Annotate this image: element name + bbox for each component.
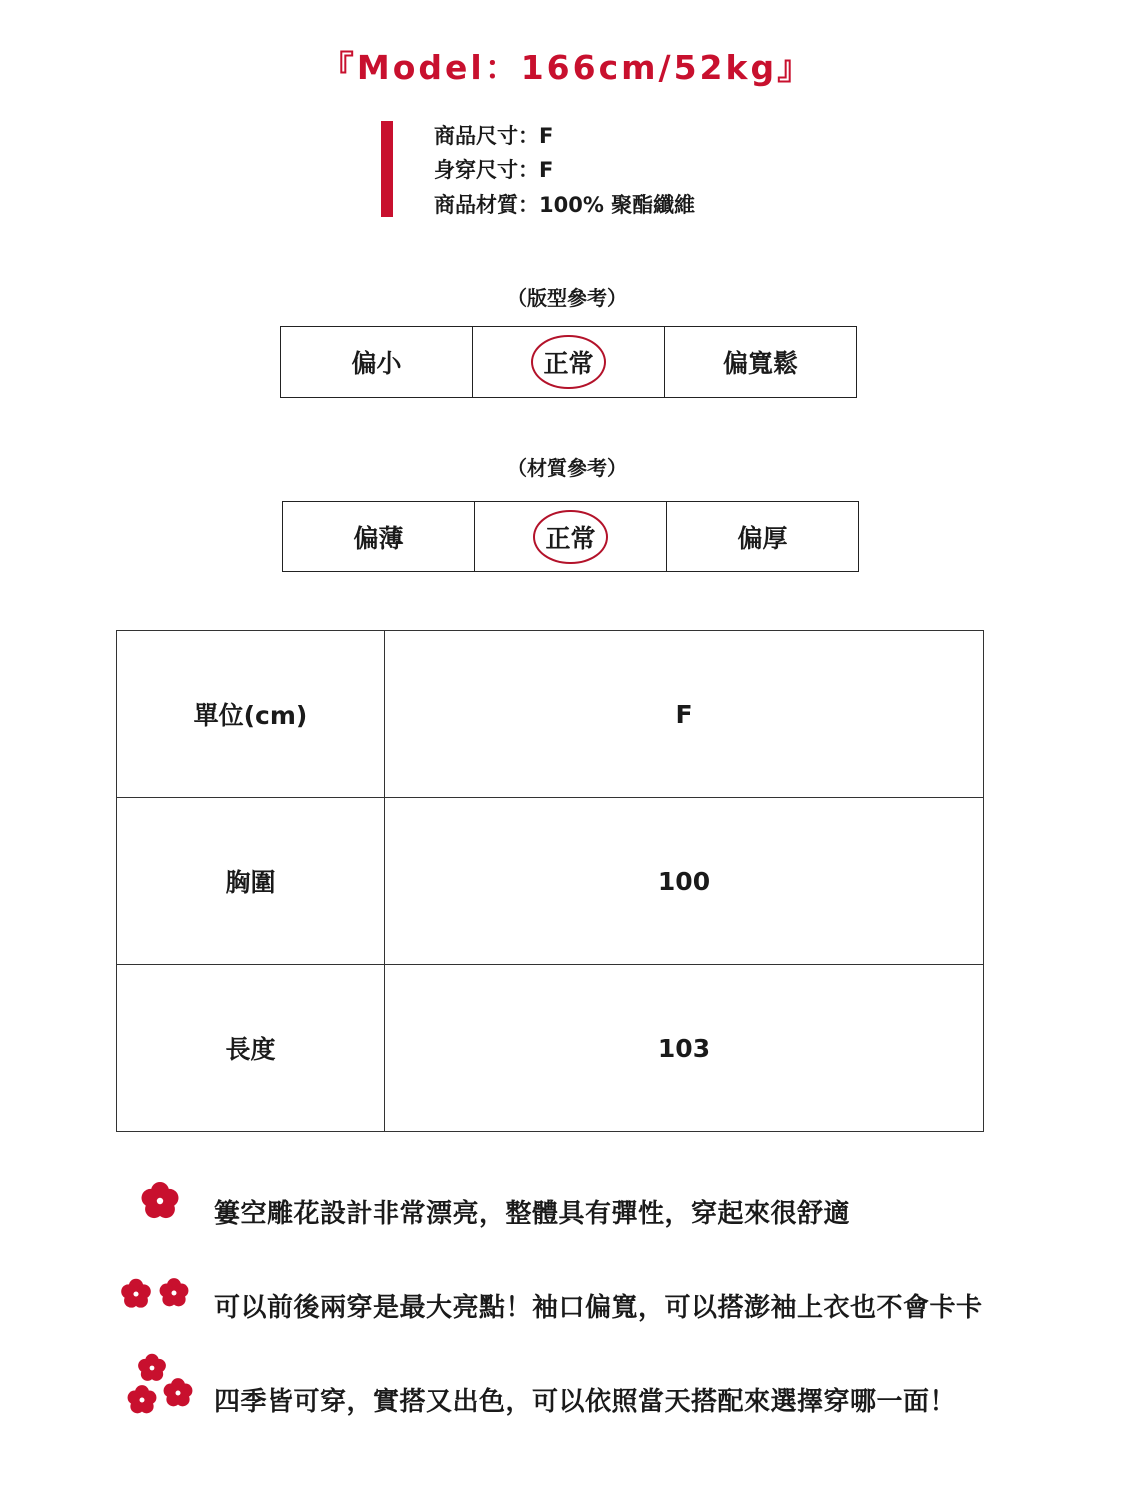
- accent-bar: [381, 121, 393, 217]
- feature-text-3: 四季皆可穿，實搭又出色，可以依照當天搭配來選擇穿哪一面！: [214, 1387, 957, 1417]
- table-row: [117, 965, 984, 1132]
- model-info-title: 『Model：166cm/52kg』: [320, 48, 814, 87]
- table-cell-value: 100: [385, 798, 984, 965]
- table-header-row: [117, 631, 984, 798]
- selected-marker: 正常: [533, 344, 603, 380]
- table-cell-label: 胸圍: [117, 798, 385, 965]
- spec-product-size: 商品尺寸：F: [434, 124, 554, 148]
- selection-circle-icon: [533, 510, 607, 564]
- fit-option-loose: 偏寬鬆: [664, 327, 856, 397]
- spec-material: 商品材質：100% 聚酯纖維: [434, 193, 696, 217]
- spec-wear-size: 身穿尺寸：F: [434, 158, 554, 182]
- table-header-size: F: [385, 631, 984, 798]
- selected-marker: 正常: [535, 519, 605, 555]
- feature-text-2: 可以前後兩穿是最大亮點！袖口偏寬，可以搭澎袖上衣也不會卡卡: [214, 1293, 983, 1323]
- material-caption: （材質參考）: [507, 456, 627, 480]
- size-table: [116, 630, 984, 1132]
- material-scale: [282, 501, 859, 572]
- material-option-thin: 偏薄: [353, 523, 404, 553]
- fit-caption: （版型參考）: [507, 286, 627, 310]
- table-cell-value: 103: [385, 965, 984, 1132]
- fit-scale: [280, 326, 857, 398]
- two-red-flowers-icon: [116, 1274, 194, 1314]
- fit-option-small: 偏小: [351, 349, 402, 378]
- selection-circle-icon: [531, 335, 605, 389]
- feature-text-1: 簍空雕花設計非常漂亮，整體具有彈性，穿起來很舒適: [214, 1199, 851, 1229]
- one-red-flower-icon: [136, 1178, 184, 1224]
- table-cell-label: 長度: [117, 965, 385, 1132]
- material-option-normal: [474, 502, 666, 571]
- three-red-flowers-icon: [124, 1348, 198, 1420]
- fit-option-normal: [472, 327, 664, 397]
- material-option-thick: 偏厚: [666, 502, 858, 571]
- table-header-unit: 單位(cm): [117, 631, 385, 798]
- table-row: [117, 798, 984, 965]
